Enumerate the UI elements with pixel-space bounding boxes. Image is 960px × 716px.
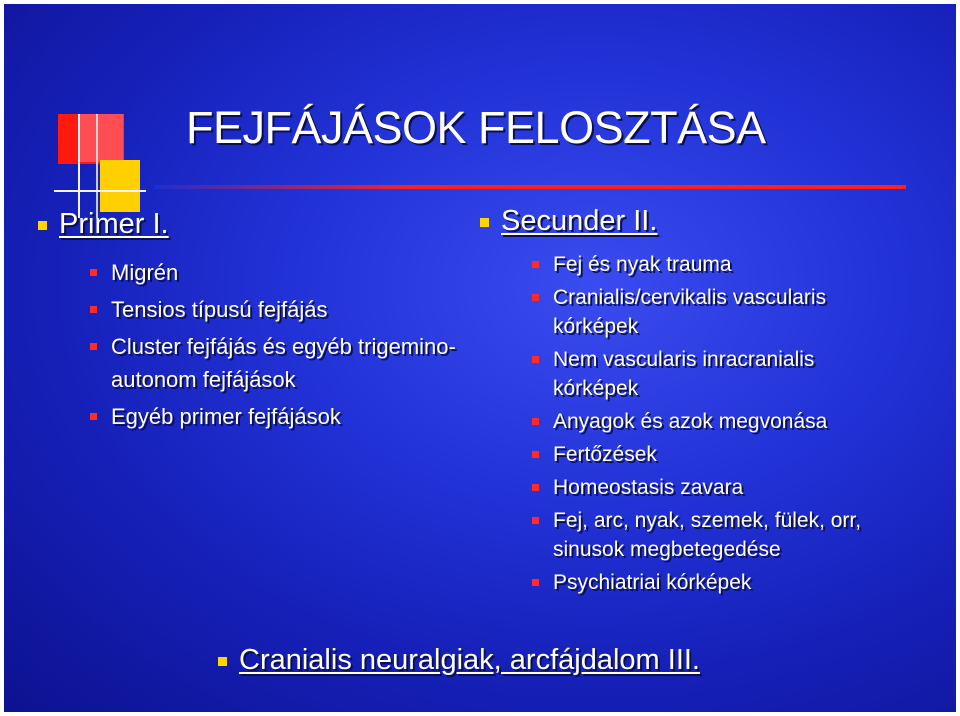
list-item: Fej, arc, nyak, szemek, fülek, orr, sinusok megbetegedése [532,506,932,564]
bullet-icon [90,413,97,420]
title-underline-rule [154,185,906,189]
bullet-icon [480,218,489,227]
secondary-list [532,250,932,601]
bullet-icon [38,221,47,230]
bullet-icon [532,261,539,268]
list-item: Migrén [90,256,490,289]
primary-list [90,256,490,437]
secondary-heading [480,205,657,238]
bullet-icon [532,579,539,586]
list-item: Psychiatriai kórképek [532,568,932,597]
list-item: Cranialis/cervikalis vascularis kórképek [532,283,932,341]
slide-title: FEJFÁJÁSOK FELOSZTÁSA [186,102,766,153]
secondary-heading-text: Secunder II. [501,205,658,237]
pink-square-decoration [80,114,124,162]
list-item: Fertőzések [532,440,932,469]
list-item: Nem vascularis inracranialis kórképek [532,345,932,403]
bullet-icon [90,269,97,276]
third-heading [218,644,700,677]
bullet-icon [532,418,539,425]
list-item: Homeostasis zavara [532,473,932,502]
list-item: Cluster fejfájás és egyéb trigemino-autonom fejfájások [90,330,490,396]
list-item: Egyéb primer fejfájások [90,400,490,433]
yellow-square-decoration [100,160,140,212]
bullet-icon [532,294,539,301]
primary-heading-text: Primer I. [59,208,169,240]
list-item: Fej és nyak trauma [532,250,932,279]
primary-heading [38,208,169,241]
list-item: Tensios típusú fejfájás [90,293,490,326]
bullet-icon [532,451,539,458]
bullet-icon [532,517,539,524]
vertical-line-decoration-2 [96,114,98,218]
bullet-icon [532,484,539,491]
bullet-icon [218,657,227,666]
list-item: Anyagok és azok megvonása [532,407,932,436]
bullet-icon [532,356,539,363]
slide [4,4,956,712]
bullet-icon [90,306,97,313]
third-heading-text: Cranialis neuralgiak, arcfájdalom III. [239,644,700,676]
horizontal-line-decoration [54,190,146,192]
bullet-icon [90,343,97,350]
vertical-line-decoration [78,114,80,218]
